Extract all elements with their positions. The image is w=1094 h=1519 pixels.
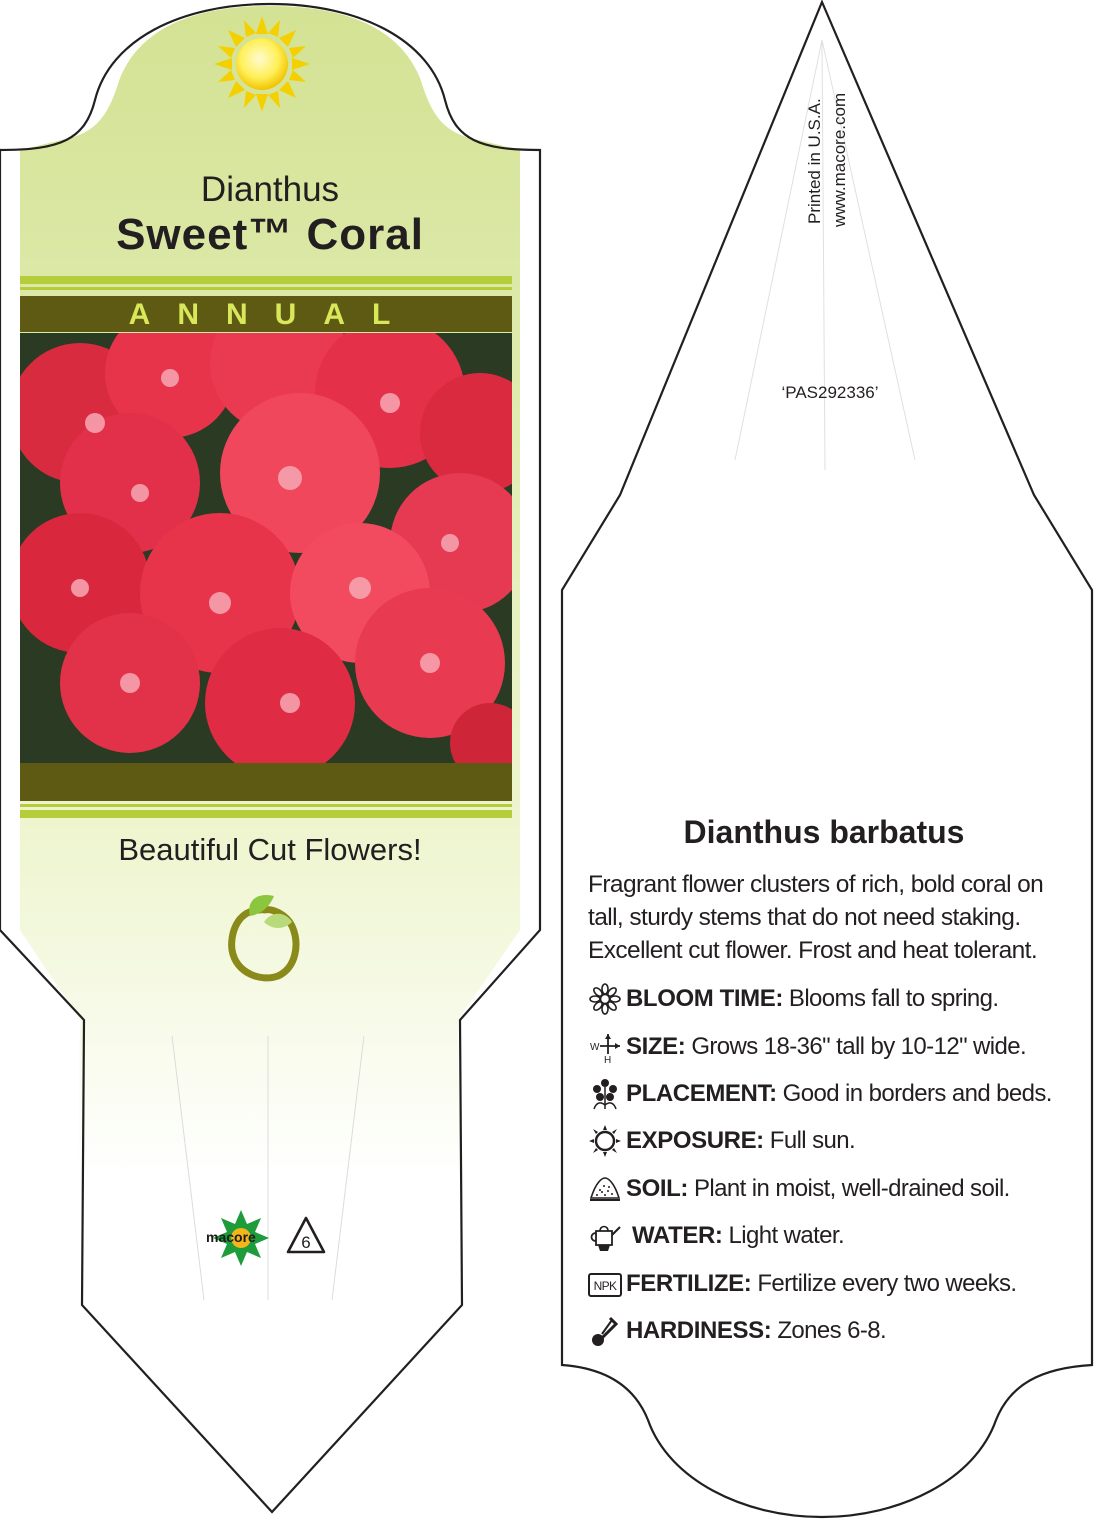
recycle-number: 6 (301, 1233, 311, 1252)
attr-value: Plant in moist, well-drained soil. (694, 1175, 1010, 1202)
attr-label: PLACEMENT: (626, 1080, 777, 1107)
attr-label: BLOOM TIME: (626, 985, 783, 1012)
size-icon-width-label: W (590, 1042, 599, 1053)
attr-placement (588, 1077, 1052, 1111)
plant-genus: Dianthus (200, 170, 340, 209)
size-icon-height-label: H (604, 1055, 611, 1064)
macore-logo-text: macore (206, 1229, 256, 1245)
size-icon (588, 1030, 622, 1064)
attr-value: Zones 6-8. (777, 1317, 887, 1344)
tagline: Beautiful Cut Flowers! (118, 832, 422, 867)
attr-fertilize (588, 1267, 1016, 1301)
sun-exposure-icon (588, 1124, 622, 1158)
sun-icon (214, 16, 310, 112)
plant-variety: Sweet™ Coral (116, 210, 424, 259)
attr-label: SIZE: (626, 1033, 686, 1060)
attr-value: Grows 18-36" tall by 10-12" wide. (691, 1033, 1027, 1060)
printed-in: Printed in U.S.A. (805, 98, 824, 224)
attr-bloom-time (588, 982, 998, 1016)
attr-hardiness (588, 1314, 886, 1348)
attr-size (588, 1030, 1026, 1064)
attr-value: Full sun. (769, 1127, 856, 1154)
placement-icon (588, 1077, 622, 1111)
plant-description: Fragrant flower clusters of rich, bold coral on tall, sturdy stems that do not need staking. Excellent cut flower. Frost and heat tolerant. (588, 871, 1044, 964)
attr-label: EXPOSURE: (626, 1127, 764, 1154)
attr-label: FERTILIZE: (626, 1270, 752, 1297)
attr-value: Light water. (728, 1222, 845, 1249)
flower-icon (588, 982, 622, 1016)
attr-soil (588, 1172, 1010, 1206)
npk-icon-text: NPK (593, 1279, 617, 1293)
attr-value: Blooms fall to spring. (788, 985, 999, 1012)
photo-bottom-band (20, 763, 512, 801)
flower-cluster (20, 333, 512, 763)
recycle-6-icon (284, 1214, 328, 1258)
thermometer-icon (588, 1314, 622, 1348)
website: www.macore.com (830, 92, 849, 227)
attr-label: SOIL: (626, 1175, 688, 1202)
category-band: ANNUAL (20, 296, 512, 332)
watering-can-icon (588, 1219, 622, 1253)
flower-photo (20, 333, 512, 763)
botanical-name: Dianthus barbatus (683, 814, 965, 850)
npk-icon (588, 1267, 622, 1301)
attr-value: Fertilize every two weeks. (757, 1270, 1017, 1297)
attr-exposure (588, 1124, 855, 1158)
soil-icon (588, 1172, 622, 1206)
attr-value: Good in borders and beds. (782, 1080, 1052, 1107)
attr-water (588, 1219, 844, 1253)
attr-label: WATER: (632, 1222, 723, 1249)
attr-label: HARDINESS: (626, 1317, 772, 1344)
patent-number: ‘PAS292336’ (781, 383, 879, 402)
